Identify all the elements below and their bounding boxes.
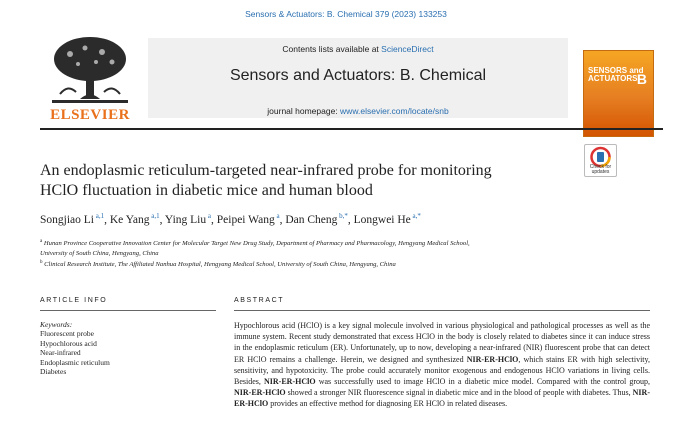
check-for-updates-label: Check for updates	[589, 164, 612, 175]
title-line-2: HClO fluctuation in diabetic mice and human blood	[40, 182, 373, 199]
keyword-item[interactable]: Near-infrared	[40, 348, 81, 358]
author-affiliation-marker[interactable]: a,*	[410, 212, 421, 220]
article-title	[40, 161, 560, 201]
keyword-item[interactable]: Fluorescent probe	[40, 329, 94, 338]
author-name[interactable]: Ke Yang	[109, 213, 150, 226]
header-divider	[40, 128, 663, 130]
probe-name: NIR-ER-HClO	[234, 388, 650, 409]
author-affiliation-marker[interactable]: a	[274, 212, 280, 220]
author-separator: ,	[347, 213, 354, 226]
probe-name: NIR-ER-HClO	[466, 354, 519, 364]
elsevier-tree-icon	[40, 34, 140, 106]
affiliation-a-line2: University of South China, Hengyang, China	[40, 250, 159, 258]
affiliation-mark: b	[40, 260, 43, 265]
contents-prefix: Contents lists available at	[282, 44, 382, 54]
journal-title: Sensors and Actuators: B. Chemical	[229, 67, 487, 84]
author-separator: ,	[104, 213, 110, 226]
keyword-item[interactable]: Diabetes	[40, 367, 67, 377]
abstract-heading: ABSTRACT	[234, 297, 285, 304]
author-name[interactable]: Peipei Wang	[216, 213, 275, 226]
article-info-rule	[40, 310, 216, 311]
check-for-updates-button[interactable]	[584, 144, 617, 177]
abstract-text: Hypochlorous acid (HClO) is a key signal molecule involved in various physiological and pathological processes as well as the immune system. Recent study demonstrated that excess HClO in the body is closely related to diabetes since it can induce stress in the endoplasmic reticulum (ER). Unfortunately, up to now, developing a near-infrared (NIR) fluorescent probe that can detect ER HClO remains a challenge. Herein, we designed and synthesized NIR-ER-HClO, which stains ER with high selectivity, sensitivity, and hypotoxicity. The probe could accurately monitor exogenous and endogenous HClO variations in living cells. Besides, NIR-ER-HClO was successfully used to image HClO in a diabetic mice model. Compared with the control group, NIR-ER-HClO showed a stronger NIR fluorescence signal in diabetic mice and in the blood of people with diabetes. Thus, NIR-ER-HClO provides an effective method for diagnosing ER HClO in related diseases.	[234, 321, 650, 409]
affiliation-a-line1	[40, 237, 470, 249]
author-affiliation-marker[interactable]: a,1	[149, 212, 160, 220]
author-affiliation-marker[interactable]: a	[206, 212, 211, 220]
author-separator: ,	[159, 213, 165, 226]
journal-citation-link[interactable]: Sensors & Actuators: B. Chemical 379 (2023) 133253	[245, 9, 447, 19]
author-list	[40, 212, 421, 226]
author-affiliation-marker[interactable]: a,1	[94, 212, 105, 220]
author-separator: ,	[279, 213, 286, 226]
journal-banner	[148, 38, 568, 118]
probe-name: NIR-ER-HClO	[264, 377, 316, 387]
affiliation-b-line1	[40, 258, 396, 270]
author-affiliation-marker[interactable]: b,*	[337, 212, 348, 220]
affiliation-mark: a	[40, 239, 43, 244]
journal-cover-thumbnail[interactable]	[583, 50, 654, 137]
keyword-item[interactable]: Hypochlorous acid	[40, 338, 97, 348]
sciencedirect-link[interactable]: ScienceDirect	[381, 44, 434, 54]
elsevier-wordmark: ELSEVIER	[50, 107, 130, 123]
homepage-line	[148, 106, 568, 116]
probe-name: NIR-ER-HClO	[234, 388, 286, 398]
abstract-rule	[234, 310, 650, 311]
homepage-prefix: journal homepage:	[267, 106, 341, 116]
cover-title: SENSORS and ACTUATORS	[588, 66, 644, 83]
affiliation-a	[40, 237, 470, 259]
keywords-label: Keywords:	[40, 320, 73, 329]
article-info-heading: ARTICLE INFO	[40, 297, 108, 304]
keyword-item[interactable]: Endoplasmic reticulum	[40, 357, 110, 367]
journal-header	[40, 34, 663, 124]
contents-line	[148, 44, 568, 54]
affiliation-text: Hunan Province Cooperative Innovation Center for Molecular Target New Drug Study, Department of Pharmacy and Pharmacology, Hengyang Medical School,	[43, 240, 470, 248]
journal-homepage-link[interactable]: www.elsevier.com/locate/snb	[340, 106, 449, 116]
affiliation-b	[40, 258, 396, 270]
author-name[interactable]: Songjiao Li	[40, 213, 94, 226]
keywords-list	[40, 329, 110, 377]
title-line-1: An endoplasmic reticulum-targeted near-infrared probe for monitoring	[40, 162, 492, 179]
cover-letter: B	[636, 71, 647, 87]
author-name[interactable]: Ying Liu	[164, 213, 207, 226]
elsevier-logo[interactable]	[40, 34, 140, 124]
affiliation-text: Clinical Research Institute, The Affiliated Nanhua Hospital, Hengyang Medical School, University of South China, Hengyang, China	[44, 261, 396, 269]
author-name[interactable]: Dan Cheng	[285, 213, 338, 226]
author-separator: ,	[211, 213, 217, 226]
author-name[interactable]: Longwei He	[353, 213, 411, 226]
